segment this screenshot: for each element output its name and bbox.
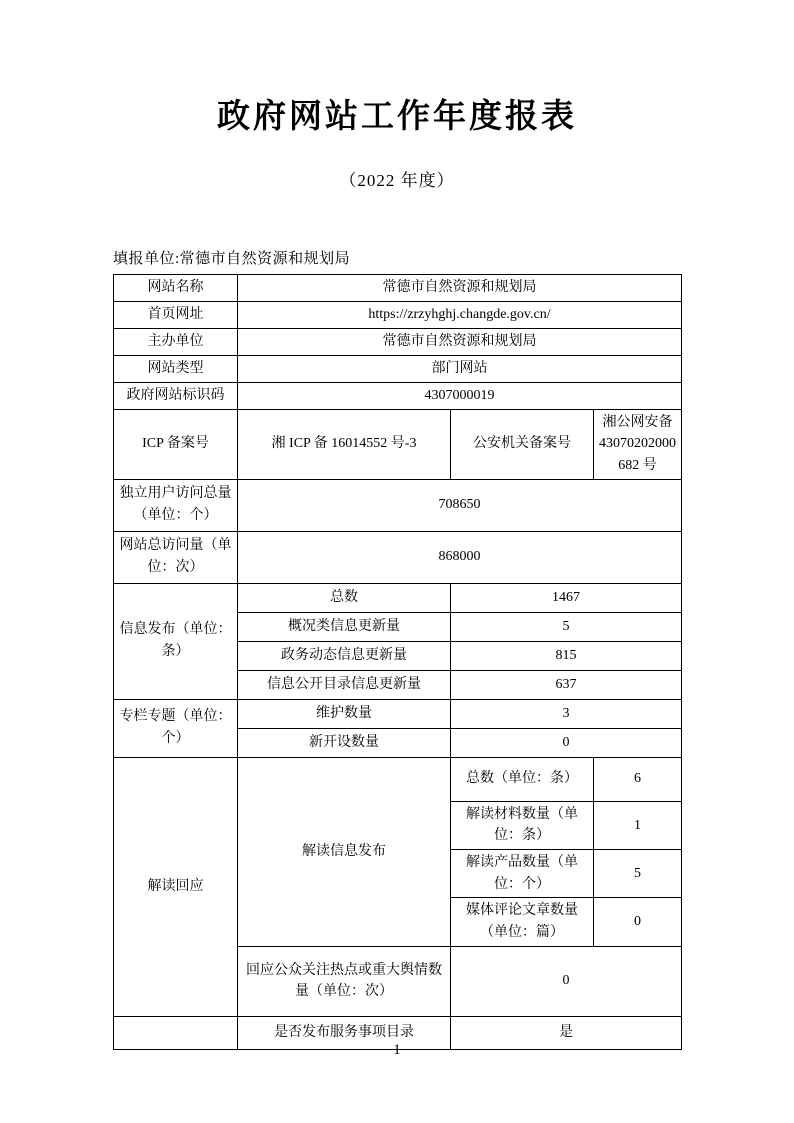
special-columns-group-label: 专栏专题（单位：个） — [114, 699, 238, 757]
annual-report-table — [113, 274, 682, 1050]
row-site-name — [114, 274, 682, 301]
document-subtitle: （2022 年度） — [339, 170, 455, 190]
organizer-value: 常德市自然资源和规划局 — [238, 328, 682, 355]
home-url-value: https://zrzyhghj.changde.gov.cn/ — [238, 301, 682, 328]
site-name-label: 网站名称 — [114, 274, 238, 301]
info-publish-group-label: 信息发布（单位：条） — [114, 583, 238, 699]
info-publish-news-value: 815 — [451, 641, 682, 670]
interpretation-products-label: 解读产品数量（单位：个） — [451, 850, 594, 898]
document-title: 政府网站工作年度报表 — [217, 97, 577, 134]
service-directory-label: 是否发布服务事项目录 — [238, 1016, 451, 1049]
interpretation-response-value: 0 — [451, 946, 682, 1016]
interpretation-media-value: 0 — [594, 898, 682, 946]
info-publish-total-value: 1467 — [451, 583, 682, 612]
icp-label: ICP 备案号 — [114, 409, 238, 479]
interpretation-media-label: 媒体评论文章数量（单位：篇） — [451, 898, 594, 946]
page-number: 1 — [393, 1042, 401, 1058]
row-home-url — [114, 301, 682, 328]
site-id-label: 政府网站标识码 — [114, 382, 238, 409]
interpretation-materials-value: 1 — [594, 801, 682, 849]
row-icp — [114, 409, 682, 479]
info-publish-overview-label: 概况类信息更新量 — [238, 612, 451, 641]
row-organizer — [114, 328, 682, 355]
unique-visitors-value: 708650 — [238, 479, 682, 531]
interpretation-materials-label: 解读材料数量（单位：条） — [451, 801, 594, 849]
security-filing-value: 湘公网安备 43070202000682 号 — [594, 409, 682, 479]
row-special-columns-maintained — [114, 699, 682, 728]
special-columns-new-label: 新开设数量 — [238, 728, 451, 757]
security-filing-label: 公安机关备案号 — [451, 409, 594, 479]
special-columns-maintained-label: 维护数量 — [238, 699, 451, 728]
special-columns-new-value: 0 — [451, 728, 682, 757]
info-publish-directory-value: 637 — [451, 670, 682, 699]
filing-unit-text: 填报单位:常德市自然资源和规划局 — [113, 250, 351, 267]
info-publish-total-label: 总数 — [238, 583, 451, 612]
info-publish-directory-label: 信息公开目录信息更新量 — [238, 670, 451, 699]
row-info-publish-total — [114, 583, 682, 612]
service-directory-value: 是 — [451, 1016, 682, 1049]
site-type-label: 网站类型 — [114, 355, 238, 382]
row-unique-visitors — [114, 479, 682, 531]
total-visits-value: 868000 — [238, 531, 682, 583]
icp-value: 湘 ICP 备 16014552 号-3 — [238, 409, 451, 479]
interpretation-total-value: 6 — [594, 757, 682, 801]
interpretation-response-label: 回应公众关注热点或重大舆情数量（单位：次） — [238, 946, 451, 1016]
site-name-value: 常德市自然资源和规划局 — [238, 274, 682, 301]
interpretation-group-label: 解读回应 — [114, 757, 238, 1016]
interpretation-products-value: 5 — [594, 850, 682, 898]
site-type-value: 部门网站 — [238, 355, 682, 382]
row-site-id — [114, 382, 682, 409]
row-total-visits — [114, 531, 682, 583]
unique-visitors-label: 独立用户访问总量（单位：个） — [114, 479, 238, 531]
interpretation-total-label: 总数（单位：条） — [451, 757, 594, 801]
row-site-type — [114, 355, 682, 382]
interpretation-publish-label: 解读信息发布 — [238, 757, 451, 946]
site-id-value: 4307000019 — [238, 382, 682, 409]
home-url-label: 首页网址 — [114, 301, 238, 328]
row-interpretation-total — [114, 757, 682, 801]
organizer-label: 主办单位 — [114, 328, 238, 355]
special-columns-maintained-value: 3 — [451, 699, 682, 728]
info-publish-news-label: 政务动态信息更新量 — [238, 641, 451, 670]
info-publish-overview-value: 5 — [451, 612, 682, 641]
total-visits-label: 网站总访问量（单位：次） — [114, 531, 238, 583]
